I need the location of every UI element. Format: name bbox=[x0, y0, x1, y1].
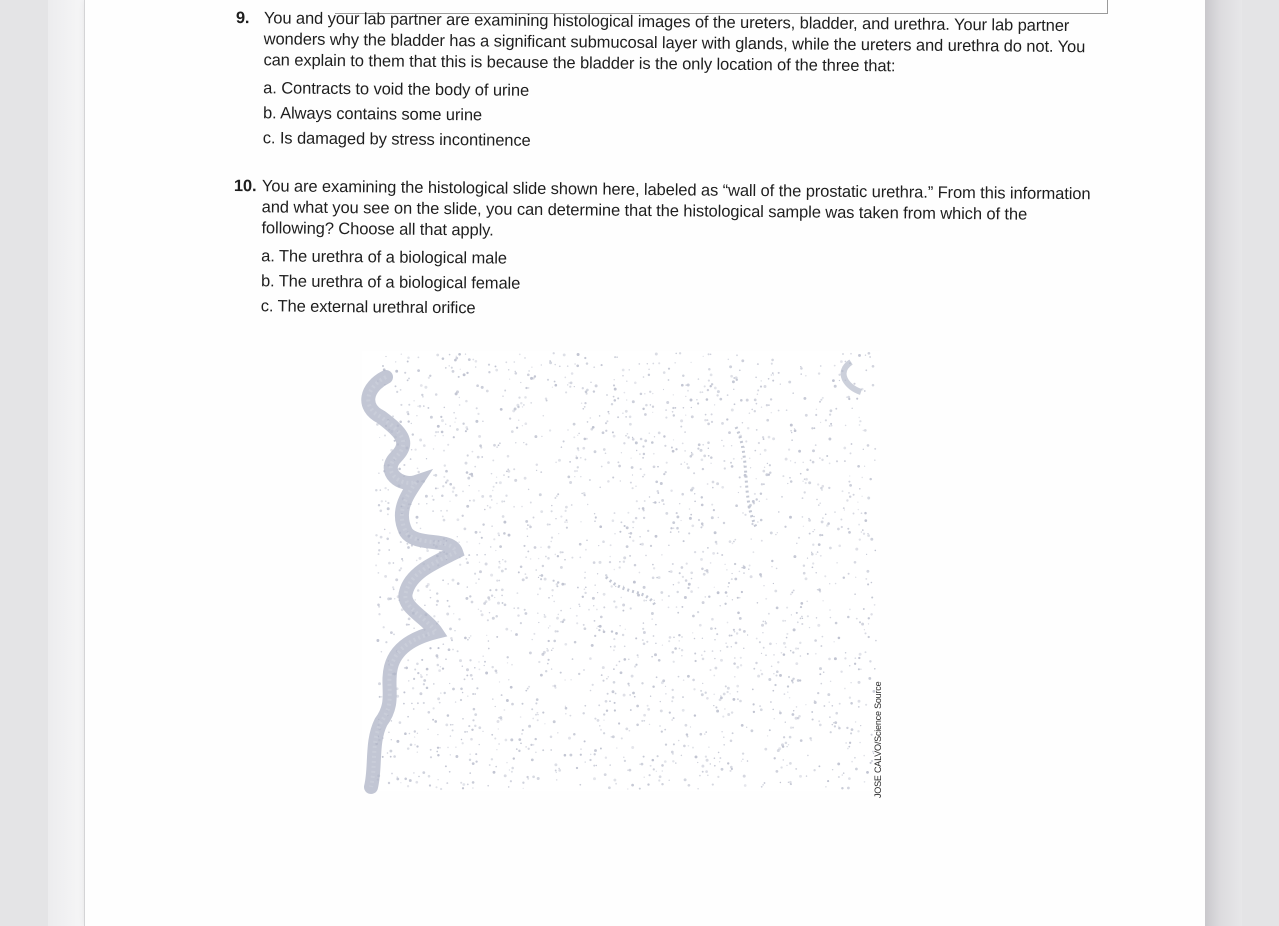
option-c: c. Is damaged by stress incontinence bbox=[262, 129, 531, 150]
answer-options bbox=[261, 244, 1094, 327]
question-stem: You are examining the histological slide shown here, labeled as “wall of the prostatic urethra.” From this information and what you see on the slide, you can determine that the histological sample was taken from which of the following? Choose all that apply. bbox=[261, 177, 1091, 240]
page-shadow bbox=[1205, 0, 1242, 926]
question-10 bbox=[233, 176, 1094, 327]
image-credit bbox=[868, 680, 894, 802]
micrograph-image bbox=[356, 347, 884, 797]
answer-options bbox=[263, 76, 1096, 159]
question-stem: You and your lab partner are examining histological images of the ureters, bladder, and urethra. Your lab partner wonders why the bladder has a significant submucosal layer with glands, while the ureters and urethra do not. You can explain to them that this is because the bladder is the only location of the three that: bbox=[263, 9, 1086, 76]
question-number: 10. bbox=[233, 176, 257, 196]
histology-micrograph bbox=[356, 347, 884, 797]
option-a: a. Contracts to void the body of urine bbox=[263, 79, 530, 100]
option-c: c. The external urethral orifice bbox=[260, 297, 476, 318]
option-a: a. The urethra of a biological male bbox=[261, 247, 507, 268]
option-b: b. Always contains some urine bbox=[262, 104, 483, 125]
question-9 bbox=[235, 8, 1096, 159]
option-b: b. The urethra of a biological female bbox=[260, 272, 521, 293]
question-number: 9. bbox=[235, 8, 250, 28]
left-gutter bbox=[48, 0, 84, 926]
image-credit-text: JOSE CALVO/Science Source bbox=[873, 681, 883, 798]
